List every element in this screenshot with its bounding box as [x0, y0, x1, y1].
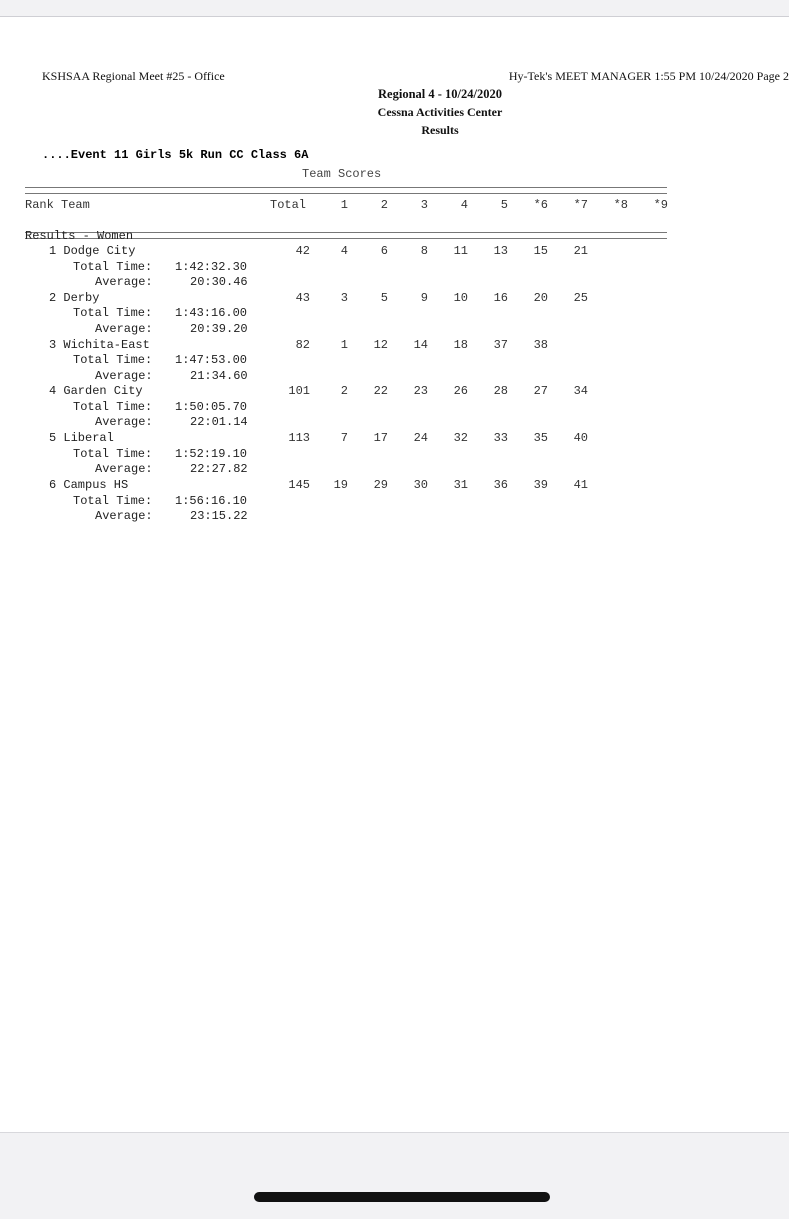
team-total: 82: [295, 337, 310, 352]
team-total: 101: [288, 384, 310, 399]
average-label: Average:: [95, 275, 153, 289]
team-place: 22: [373, 384, 388, 399]
software-info: Hy-Tek's MEET MANAGER 1:55 PM 10/24/2020 Page 2: [508, 69, 789, 83]
top-bar: [0, 0, 789, 16]
team-place: 20: [533, 290, 548, 305]
team-total: 145: [288, 478, 310, 492]
column-header-rank-team: Rank Team: [25, 198, 90, 212]
team-place: 15: [533, 244, 548, 258]
total-time-label: Total Time:: [73, 399, 153, 414]
document-page: [0, 16, 789, 1133]
total-time-label: Total Time:: [73, 306, 153, 321]
team-place: 29: [373, 478, 388, 492]
venue-title: Cessna Activities Center: [377, 105, 503, 119]
team-place: 26: [453, 384, 468, 399]
total-time-value: 1:42:32.30: [175, 259, 248, 274]
team-place: 21: [573, 244, 588, 258]
team-place: 4: [340, 244, 348, 258]
meet-name: KSHSAA Regional Meet #25 - Office: [42, 69, 225, 83]
home-indicator: [254, 1192, 550, 1202]
team-place: 30: [413, 478, 428, 492]
team-place: 5: [380, 290, 388, 305]
total-time-value: 1:50:05.70: [175, 399, 248, 414]
column-header-place-2: 2: [380, 198, 388, 212]
team-place: 41: [573, 478, 588, 492]
team-place: 33: [493, 431, 508, 446]
average-label: Average:: [95, 415, 153, 430]
average-label: Average:: [95, 321, 153, 336]
team-place: 16: [493, 290, 508, 305]
average-value: 22:27.82: [190, 462, 248, 477]
team-place: 17: [373, 431, 388, 446]
column-header-place-4: 4: [460, 198, 468, 212]
team-place: 27: [533, 384, 548, 399]
team-place: 24: [413, 431, 428, 446]
team-name: 5 Liberal: [49, 431, 114, 446]
total-time-value: 1:43:16.00: [175, 306, 248, 321]
team-name: 3 Wichita-East: [49, 337, 150, 352]
average-value: 21:34.60: [190, 368, 248, 383]
team-name: 6 Campus HS: [49, 478, 129, 492]
average-label: Average:: [95, 368, 153, 383]
total-time-value: 1:47:53.00: [175, 353, 248, 368]
double-rule-top: [25, 187, 667, 194]
team-place: 18: [453, 337, 468, 352]
total-time-label: Total Time:: [73, 259, 153, 274]
total-time-label: Total Time:: [73, 446, 153, 461]
column-header-total: Total: [270, 198, 307, 212]
team-place: 38: [533, 337, 548, 352]
team-place: 2: [340, 384, 348, 399]
team-place: 37: [493, 337, 508, 352]
team-place: 9: [420, 290, 428, 305]
column-header-place-5: 5: [500, 198, 508, 212]
team-place: 12: [373, 337, 388, 352]
team-place: 40: [573, 431, 588, 446]
column-header-place-8: *8: [613, 198, 628, 212]
column-header-place-6: *6: [533, 198, 548, 212]
average-label: Average:: [95, 462, 153, 477]
average-value: 23:15.22: [190, 509, 248, 523]
team-place: 35: [533, 431, 548, 446]
results-label: Results - Women: [25, 229, 134, 243]
total-time-value: 1:56:16.10: [175, 493, 248, 508]
regional-title: Regional 4 - 10/24/2020: [378, 87, 502, 101]
team-place: 19: [333, 478, 348, 492]
team-place: 36: [493, 478, 508, 492]
team-total: 43: [295, 290, 310, 305]
average-label: Average:: [95, 509, 153, 523]
team-place: 7: [340, 431, 348, 446]
team-place: 1: [340, 337, 348, 352]
column-header-place-1: 1: [340, 198, 348, 212]
team-place: 10: [453, 290, 468, 305]
results-title: Results: [421, 123, 459, 137]
team-place: 14: [413, 337, 428, 352]
event-title: ....Event 11 Girls 5k Run CC Class 6A: [42, 148, 309, 162]
team-name: 4 Garden City: [49, 384, 143, 399]
average-value: 20:39.20: [190, 321, 248, 336]
team-place: 23: [413, 384, 428, 399]
team-name: 2 Derby: [49, 290, 100, 305]
team-place: 34: [573, 384, 588, 399]
total-time-value: 1:52:19.10: [175, 446, 248, 461]
average-value: 20:30.46: [190, 275, 248, 289]
column-header-place-7: *7: [573, 198, 588, 212]
team-place: 31: [453, 478, 468, 492]
total-time-label: Total Time:: [73, 353, 153, 368]
team-place: 3: [340, 290, 348, 305]
team-place: 6: [380, 244, 388, 258]
team-place: 28: [493, 384, 508, 399]
team-place: 25: [573, 290, 588, 305]
column-header-place-3: 3: [420, 198, 428, 212]
team-name: 1 Dodge City: [49, 244, 136, 258]
team-scores-label: Team Scores: [302, 167, 382, 181]
average-value: 22:01.14: [190, 415, 248, 430]
total-time-label: Total Time:: [73, 493, 153, 508]
team-place: 8: [420, 244, 428, 258]
team-total: 113: [288, 431, 310, 446]
team-place: 39: [533, 478, 548, 492]
team-place: 13: [493, 244, 508, 258]
team-place: 11: [453, 244, 468, 258]
column-header-place-9: *9: [653, 198, 668, 212]
team-total: 42: [295, 244, 310, 258]
team-place: 32: [453, 431, 468, 446]
